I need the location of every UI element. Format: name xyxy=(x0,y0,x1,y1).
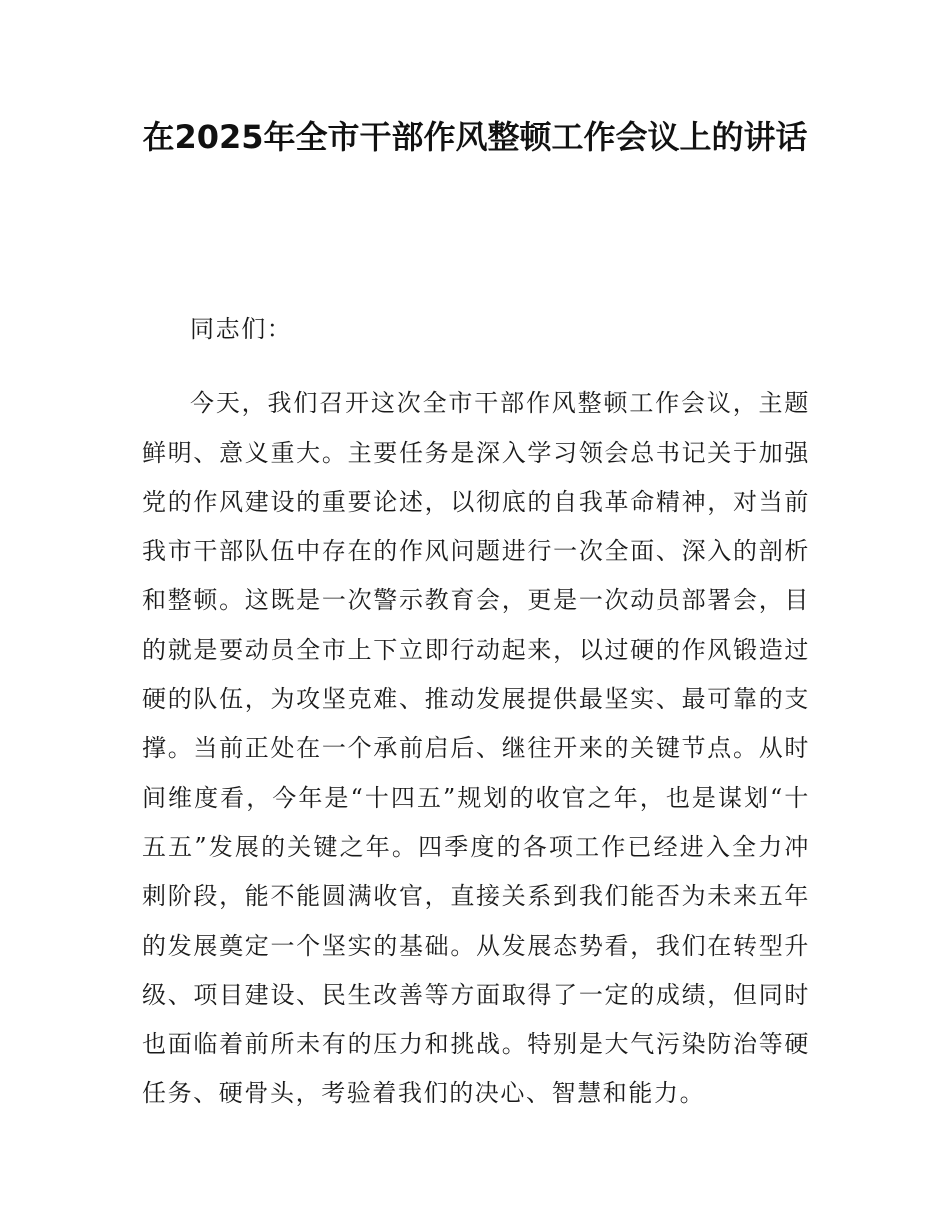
document-body xyxy=(142,305,810,1119)
greeting-line: 同志们： xyxy=(190,315,293,343)
document-title: 在2025年全市干部作风整顿工作会议上的讲话 xyxy=(142,118,808,156)
body-paragraph: 今天，我们召开这次全市干部作风整顿工作会议，主题鲜明、意义重大。主要任务是深入学习领会总书记关于加强党的作风建设的重要论述，以彻底的自我革命精神，对当前我市干部队伍中存在的作风问题进行一次全面、深入的剖析和整顿。这既是一次警示教育会，更是一次动员部署会，目的就是要动员全市上下立即行动起来，以过硬的作风锻造过硬的队伍，为攻坚克难、推动发展提供最坚实、最可靠的支撑。当前正处在一个承前启后、继往开来的关键节点。从时间维度看，今年是“十四五”规划的收官之年，也是谋划“十五五”发展的关键之年。四季度的各项工作已经进入全力冲刺阶段，能不能圆满收官，直接关系到我们能否为未来五年的发展奠定一个坚实的基础。从发展态势看，我们在转型升级、项目建设、民生改善等方面取得了一定的成绩，但同时也面临着前所未有的压力和挑战。特别是大气污染防治等硬任务、硬骨头，考验着我们的决心、智慧和能力。 xyxy=(142,389,810,1108)
